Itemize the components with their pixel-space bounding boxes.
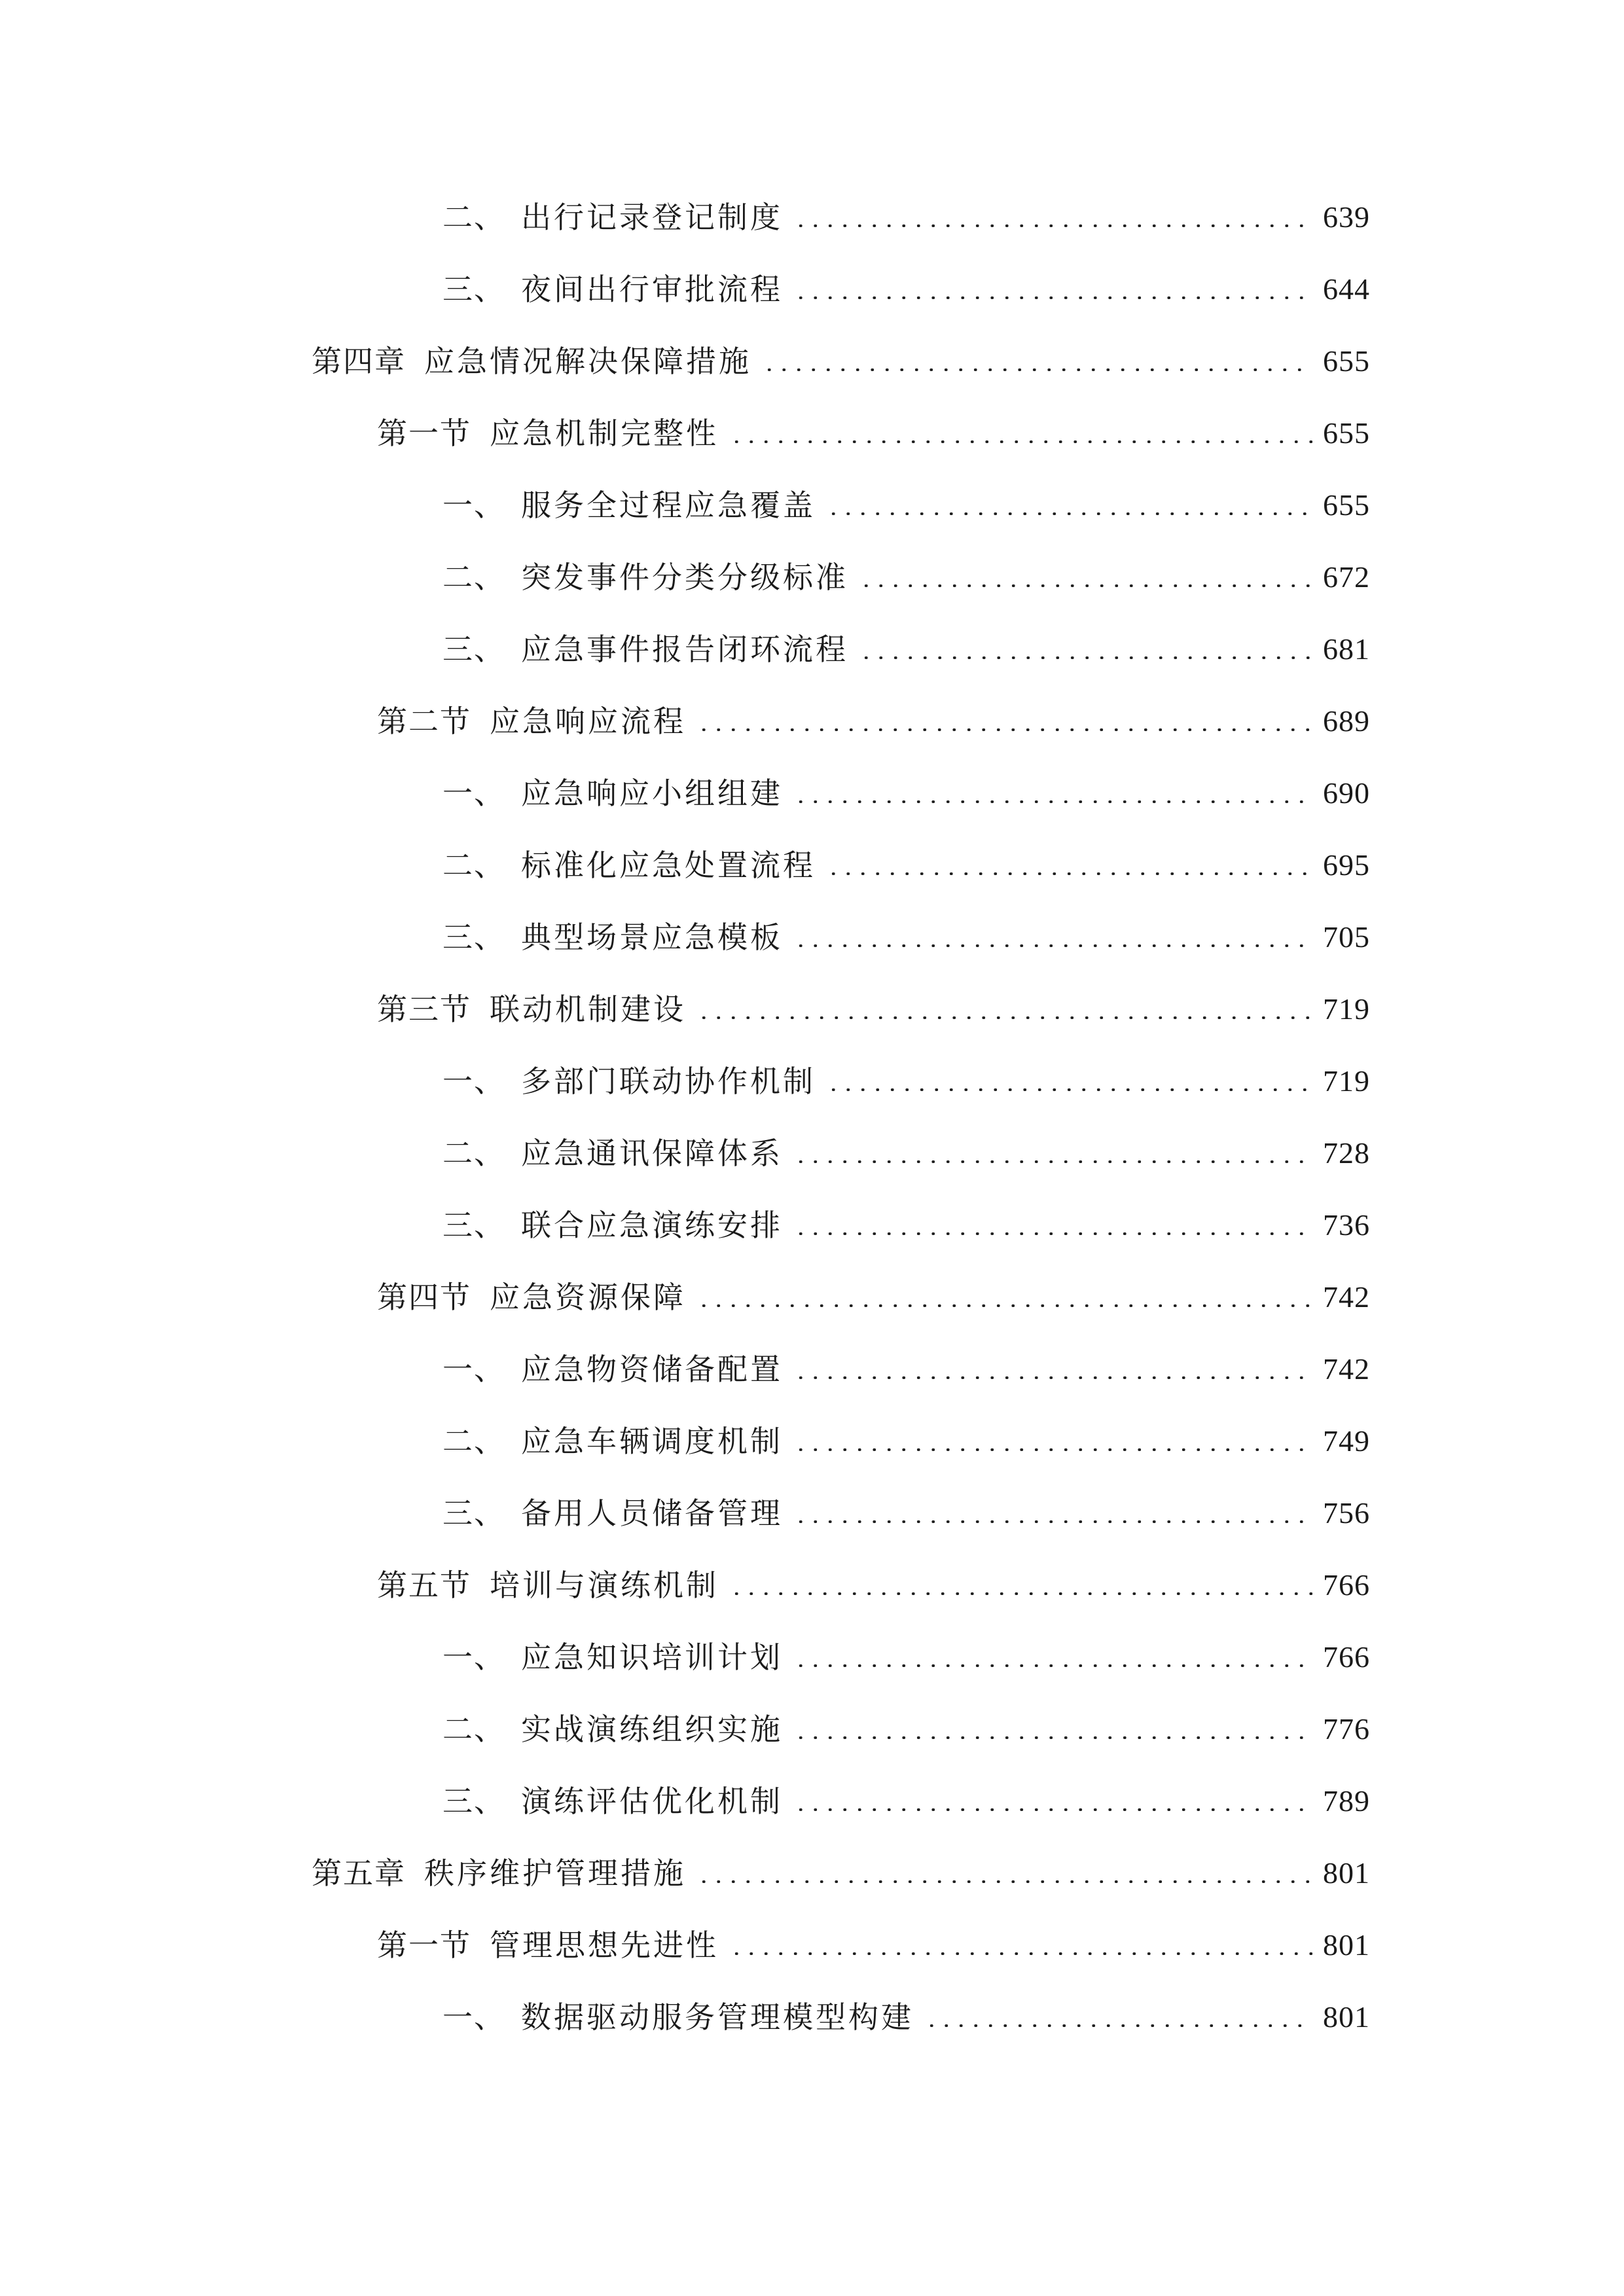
toc-entry[interactable] [442, 1343, 1370, 1395]
toc-entry[interactable] [442, 479, 1370, 531]
toc-entry-title: 夜间出行审批流程 [521, 272, 783, 307]
toc-entry-number: 一、 [442, 1064, 505, 1099]
toc-entry[interactable] [442, 623, 1370, 675]
toc-entry-number: 第一节 [377, 416, 471, 451]
toc-entry-number: 三、 [442, 920, 505, 955]
toc-entry-number: 第二节 [377, 704, 471, 739]
toc-entry-number: 三、 [442, 632, 505, 667]
dot-leader [793, 800, 1312, 803]
toc-entry-page: 681 [1323, 632, 1370, 666]
dot-leader [729, 1952, 1312, 1955]
toc-entry-number: 一、 [442, 776, 505, 811]
toc-entry-page: 655 [1323, 416, 1370, 450]
dot-leader [729, 1592, 1312, 1595]
toc-entry[interactable] [442, 551, 1370, 603]
toc-entry[interactable] [442, 1199, 1370, 1251]
toc-entry-title: 应急响应流程 [490, 704, 686, 739]
toc-entry-title: 典型场景应急模板 [521, 920, 783, 955]
toc-entry-number: 第四章 [312, 344, 406, 379]
toc-entry-page: 689 [1323, 704, 1370, 738]
toc-entry-title: 应急知识培训计划 [521, 1640, 783, 1675]
dot-leader [859, 656, 1312, 659]
toc-entry-number: 二、 [442, 560, 505, 595]
toc-entry-title: 培训与演练机制 [490, 1568, 719, 1603]
toc-entry-title: 应急响应小组组建 [521, 776, 783, 811]
toc-entry[interactable] [442, 1487, 1370, 1539]
toc-entry-number: 一、 [442, 1640, 505, 1675]
toc-entry[interactable] [442, 263, 1370, 315]
toc-entry-title: 联合应急演练安排 [521, 1208, 783, 1243]
dot-leader [859, 584, 1312, 587]
dot-leader [826, 872, 1312, 875]
toc-entry-page: 742 [1323, 1280, 1370, 1314]
toc-entry-title: 服务全过程应急覆盖 [521, 488, 816, 523]
toc-entry-page: 742 [1323, 1352, 1370, 1386]
toc-entry[interactable] [442, 1127, 1370, 1179]
toc-entry-title: 应急车辆调度机制 [521, 1424, 783, 1459]
dot-leader [696, 1880, 1312, 1883]
toc-entry-number: 一、 [442, 1352, 505, 1387]
dot-leader [729, 440, 1312, 443]
toc-entry-title: 应急物资储备配置 [521, 1352, 783, 1387]
dot-leader [793, 296, 1312, 299]
toc-entry[interactable] [312, 1847, 1370, 1899]
toc-entry-page: 749 [1323, 1424, 1370, 1458]
toc-entry-page: 766 [1323, 1640, 1370, 1674]
dot-leader [826, 512, 1312, 515]
toc-entry[interactable] [377, 1271, 1370, 1323]
toc-entry-title: 演练评估优化机制 [521, 1784, 783, 1819]
toc-entry-number: 三、 [442, 1208, 505, 1243]
toc-entry-number: 第四节 [377, 1280, 471, 1315]
toc-entry-number: 一、 [442, 488, 505, 523]
toc-entry-number: 第五章 [312, 1856, 406, 1891]
toc-entry[interactable] [442, 1631, 1370, 1683]
toc-entry[interactable] [442, 767, 1370, 819]
toc-entry-page: 766 [1323, 1568, 1370, 1602]
toc-entry-page: 639 [1323, 200, 1370, 234]
toc-entry[interactable] [442, 1991, 1370, 2043]
toc-entry-page: 801 [1323, 1928, 1370, 1962]
dot-leader [793, 1232, 1312, 1235]
toc-entry-title: 应急事件报告闭环流程 [521, 632, 848, 667]
dot-leader [924, 2024, 1312, 2027]
toc-entry-title: 突发事件分类分级标准 [521, 560, 848, 595]
toc-entry-title: 标准化应急处置流程 [521, 848, 816, 883]
toc-entry-number: 三、 [442, 1496, 505, 1531]
toc-entry[interactable] [442, 1055, 1370, 1107]
toc-entry-page: 728 [1323, 1136, 1370, 1170]
toc-entry-page: 719 [1323, 1064, 1370, 1098]
toc-entry-page: 695 [1323, 848, 1370, 882]
toc-entry-number: 二、 [442, 200, 505, 235]
dot-leader [696, 728, 1312, 731]
toc-entry[interactable] [442, 1415, 1370, 1467]
toc-entry[interactable] [312, 335, 1370, 387]
toc-entry-page: 789 [1323, 1784, 1370, 1818]
toc-entry[interactable] [442, 1703, 1370, 1755]
toc-entry[interactable] [377, 407, 1370, 459]
toc-entry-page: 655 [1323, 344, 1370, 378]
dot-leader [793, 944, 1312, 947]
toc-entry-title: 秩序维护管理措施 [424, 1856, 686, 1891]
toc-entry-page: 655 [1323, 488, 1370, 522]
toc-entry-title: 联动机制建设 [490, 992, 686, 1027]
toc-entry-title: 出行记录登记制度 [521, 200, 783, 235]
toc-entry-title: 备用人员储备管理 [521, 1496, 783, 1531]
dot-leader [793, 1376, 1312, 1379]
toc-entry-page: 690 [1323, 776, 1370, 810]
toc-entry-title: 管理思想先进性 [490, 1928, 719, 1963]
toc-entry-page: 756 [1323, 1496, 1370, 1530]
toc-entry-number: 一、 [442, 2000, 505, 2035]
toc-entry-page: 719 [1323, 992, 1370, 1026]
dot-leader [696, 1016, 1312, 1019]
toc-entry-title: 应急机制完整性 [490, 416, 719, 451]
toc-entry-page: 801 [1323, 2000, 1370, 2034]
toc-entry-title: 实战演练组织实施 [521, 1712, 783, 1747]
toc-entry[interactable] [377, 695, 1370, 747]
toc-entry-number: 三、 [442, 272, 505, 307]
dot-leader [762, 368, 1312, 371]
toc-entry-number: 二、 [442, 848, 505, 883]
dot-leader [793, 1808, 1312, 1811]
toc-entry[interactable] [377, 1919, 1370, 1971]
dot-leader [793, 1664, 1312, 1667]
toc-entry-page: 776 [1323, 1712, 1370, 1746]
toc-entry-page: 644 [1323, 272, 1370, 306]
dot-leader [793, 1520, 1312, 1523]
toc-entry-number: 三、 [442, 1784, 505, 1819]
dot-leader [793, 224, 1312, 227]
dot-leader [696, 1304, 1312, 1307]
toc-entry[interactable] [442, 839, 1370, 891]
toc-entry-title: 数据驱动服务管理模型构建 [521, 2000, 914, 2035]
toc-entry-page: 801 [1323, 1856, 1370, 1890]
toc-entry[interactable] [442, 191, 1370, 243]
toc-entry-number: 二、 [442, 1136, 505, 1171]
toc-entry[interactable] [377, 1559, 1370, 1611]
dot-leader [826, 1088, 1312, 1091]
toc-entry-title: 应急通讯保障体系 [521, 1136, 783, 1171]
toc-entry-page: 705 [1323, 920, 1370, 954]
dot-leader [793, 1736, 1312, 1739]
toc-entry-number: 二、 [442, 1712, 505, 1747]
toc-entry-page: 736 [1323, 1208, 1370, 1242]
toc-entry-number: 第三节 [377, 992, 471, 1027]
toc-entry[interactable] [442, 911, 1370, 963]
dot-leader [793, 1448, 1312, 1451]
toc-entry[interactable] [442, 1775, 1370, 1827]
toc-entry-number: 第一节 [377, 1928, 471, 1963]
toc-entry-title: 应急情况解决保障措施 [424, 344, 751, 379]
toc-entry-title: 应急资源保障 [490, 1280, 686, 1315]
toc-entry-page: 672 [1323, 560, 1370, 594]
toc-entry-number: 第五节 [377, 1568, 471, 1603]
toc-entry-title: 多部门联动协作机制 [521, 1064, 816, 1099]
dot-leader [793, 1160, 1312, 1163]
toc-entry[interactable] [377, 983, 1370, 1035]
toc-entry-number: 二、 [442, 1424, 505, 1459]
